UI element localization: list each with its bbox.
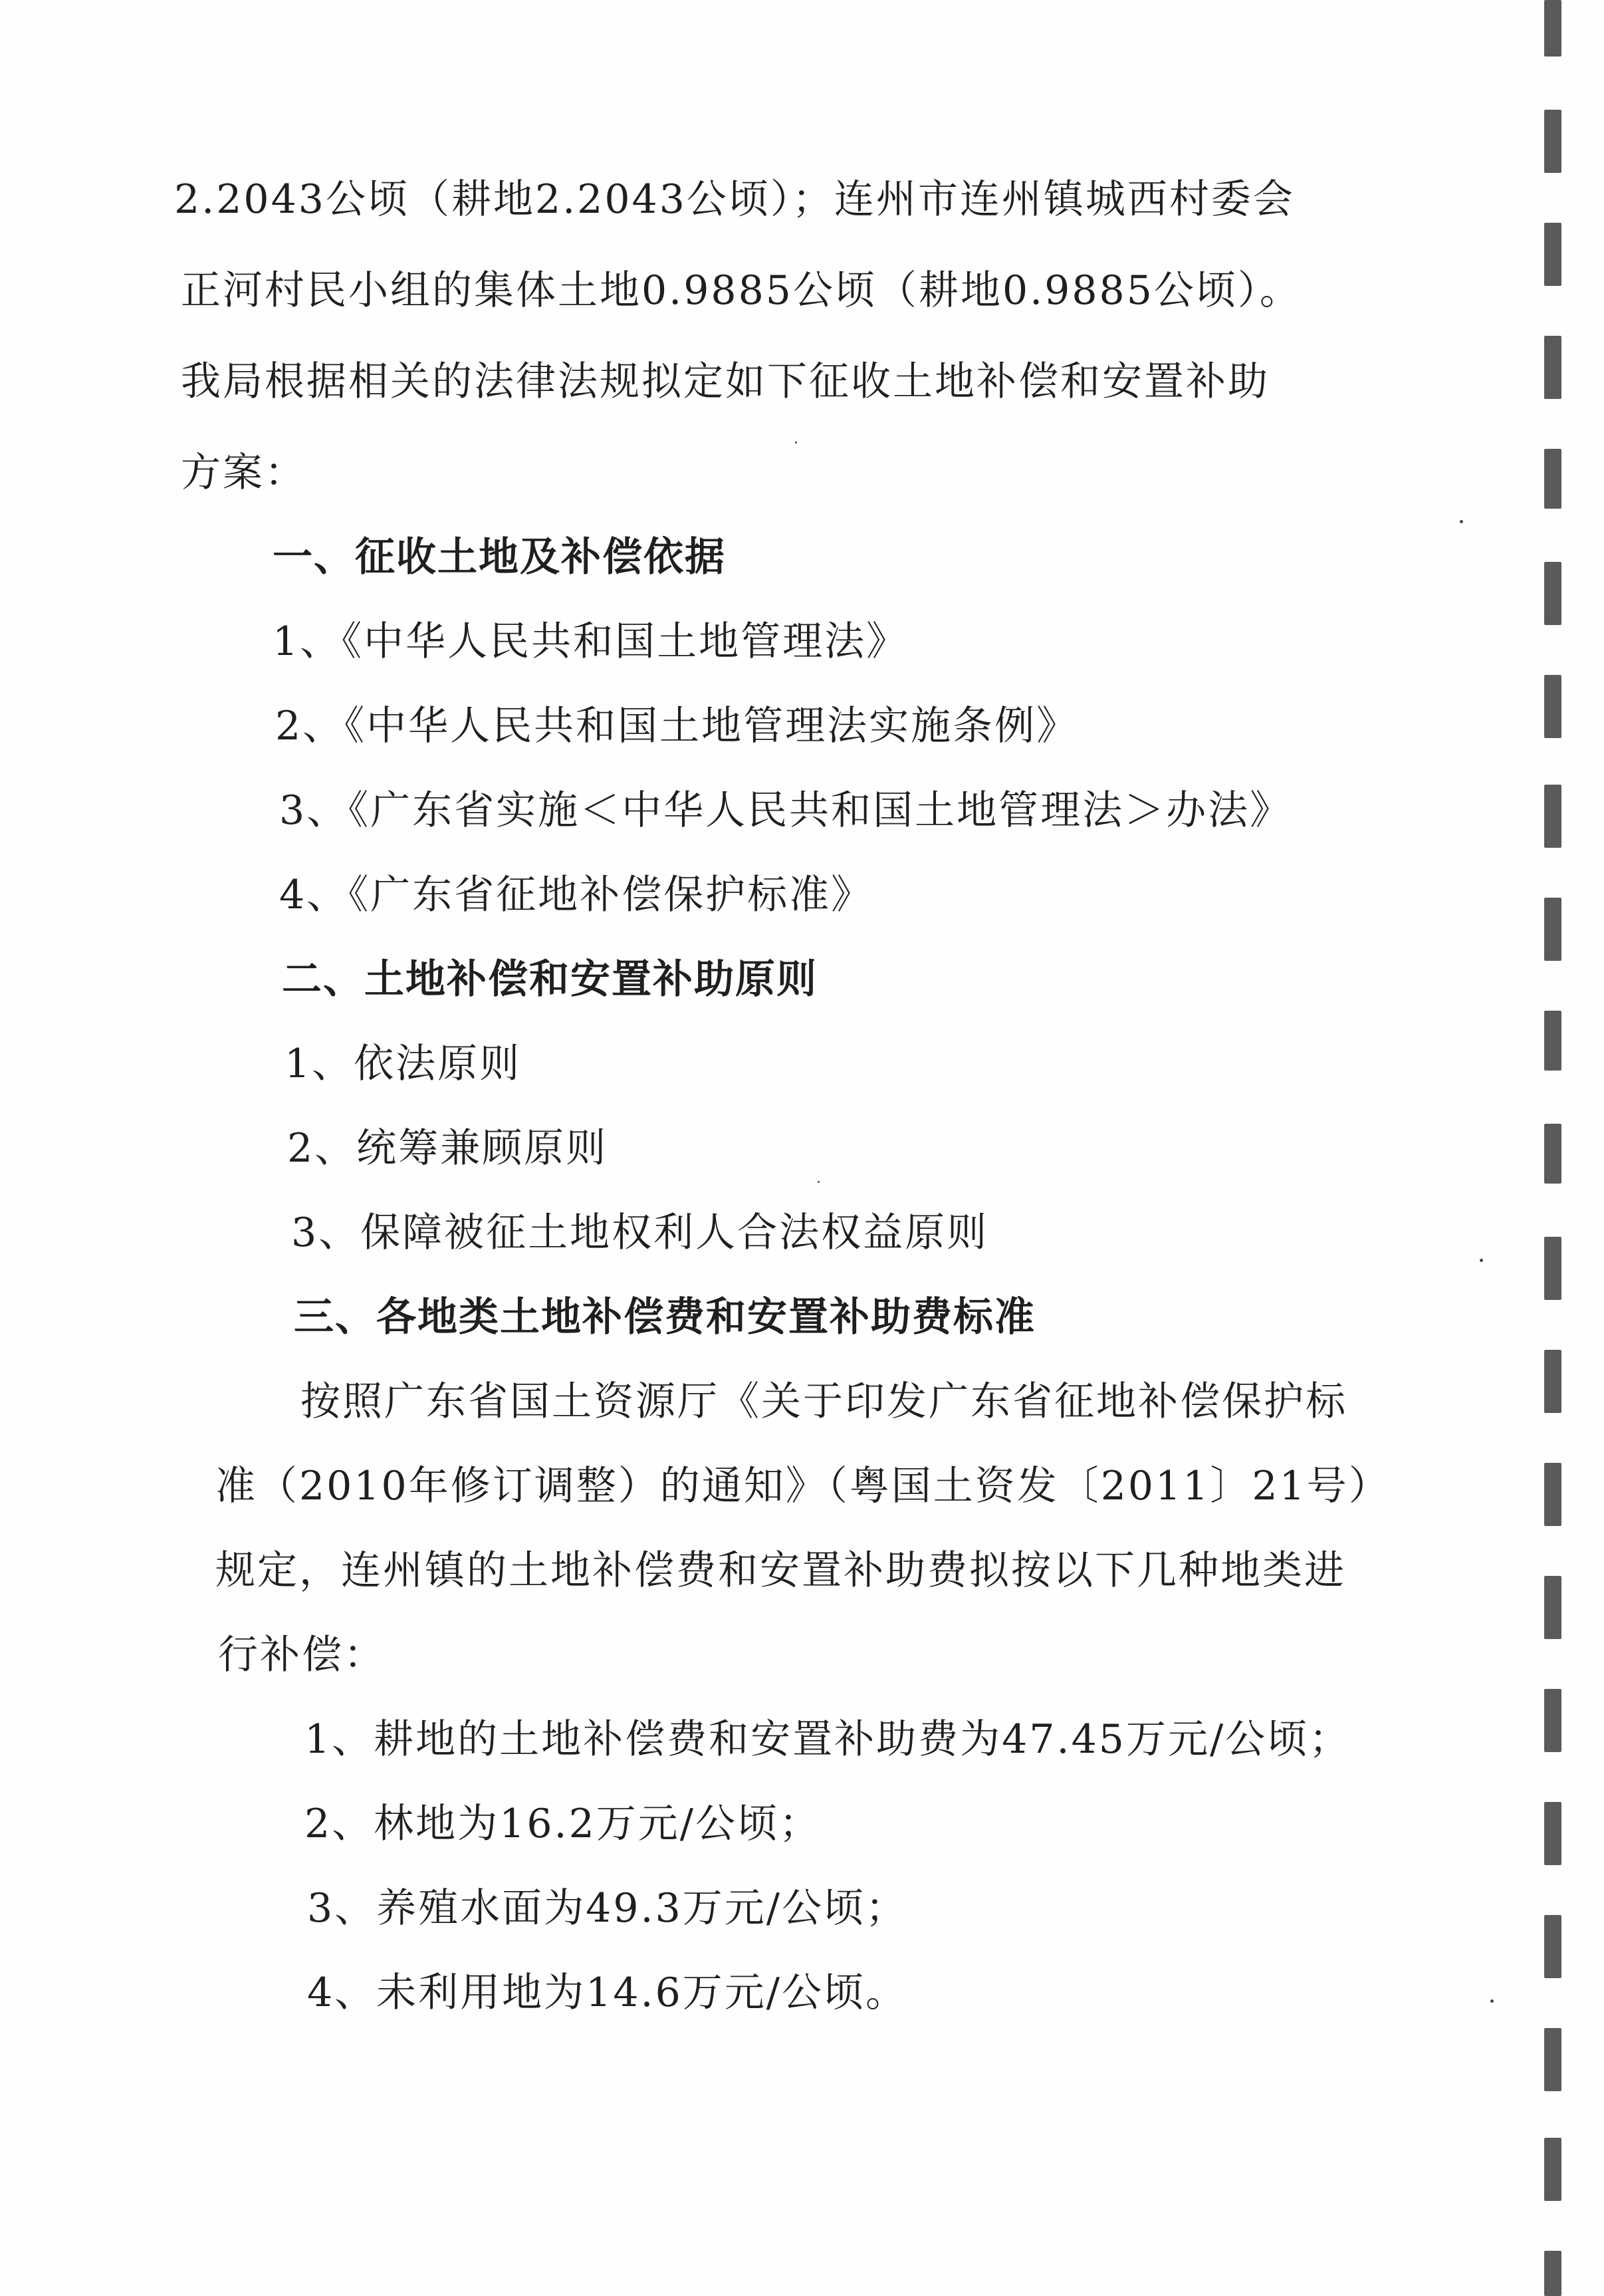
binder-mark	[1544, 898, 1561, 961]
scan-speck	[1480, 1259, 1483, 1262]
binder-mark	[1544, 1011, 1561, 1071]
section-heading-3: 三、各地类土地补偿费和安置补助费标准	[294, 1294, 1036, 1340]
binder-mark	[1544, 0, 1561, 57]
scan-speck	[1490, 1999, 1494, 2003]
binder-mark	[1544, 1124, 1561, 1184]
document-body	[174, 176, 1391, 2016]
binder-mark	[1544, 1802, 1561, 1865]
section-heading-1: 一、征收土地及补偿依据	[273, 534, 726, 580]
rate-item-3: 3、养殖水面为49.3万元/公顷；	[307, 1885, 907, 1932]
paragraph-line-8: 行补偿：	[218, 1632, 386, 1678]
paragraph-line-3: 我局根据相关的法律法规拟定如下征收土地补偿和安置补助	[181, 358, 1270, 405]
paragraph-line-5: 按照广东省国土资源厅《关于印发广东省征地补偿保护标	[300, 1378, 1347, 1425]
paragraph-line-1: 2.2043公顷（耕地2.2043公顷）；连州市连州镇城西村委会	[174, 176, 1295, 223]
binder-mark	[1544, 1237, 1561, 1300]
paragraph-line-2: 正河村民小组的集体土地0.9885公顷（耕地0.9885公顷）。	[181, 267, 1302, 314]
binder-mark	[1544, 1689, 1561, 1752]
binder-mark	[1544, 675, 1561, 738]
binder-mark	[1544, 562, 1561, 625]
binder-mark	[1544, 110, 1561, 173]
binder-mark	[1544, 449, 1561, 509]
list-item-2-2: 2、统筹兼顾原则	[287, 1125, 608, 1172]
binder-mark	[1544, 2138, 1561, 2201]
binder-edge	[1544, 0, 1604, 2296]
binder-mark	[1544, 1350, 1561, 1413]
list-item-1-1: 1、《中华人民共和国土地管理法》	[273, 618, 909, 665]
list-item-2-1: 1、依法原则	[285, 1041, 522, 1087]
list-item-1-4: 4、《广东省征地补偿保护标准》	[279, 872, 873, 918]
paragraph-line-6: 准（2010年修订调整）的通知》（粤国土资发〔2011〕21号）	[215, 1463, 1391, 1509]
binder-mark	[1544, 336, 1561, 399]
list-item-1-3: 3、《广东省实施＜中华人民共和国土地管理法＞办法》	[279, 787, 1292, 834]
list-item-2-3: 3、保障被征土地权利人合法权益原则	[291, 1210, 989, 1256]
binder-mark	[1544, 785, 1561, 848]
binder-mark	[1544, 1463, 1561, 1526]
binder-mark	[1544, 223, 1561, 286]
binder-mark	[1544, 1915, 1561, 1978]
scan-speck	[1460, 520, 1463, 523]
scan-speck	[795, 442, 797, 444]
rate-item-2: 2、林地为16.2万元/公顷；	[304, 1801, 821, 1847]
binder-mark	[1544, 1576, 1561, 1639]
rate-item-4: 4、未利用地为14.6万元/公顷。	[307, 1970, 907, 2016]
paragraph-line-7: 规定，连州镇的土地补偿费和安置补助费拟按以下几种地类进	[215, 1547, 1346, 1594]
rate-item-1: 1、耕地的土地补偿费和安置补助费为47.45万元/公顷；	[304, 1716, 1351, 1763]
binder-mark	[1544, 2251, 1561, 2296]
section-heading-2: 二、土地补偿和安置补助原则	[282, 956, 818, 1003]
binder-mark	[1544, 2028, 1561, 2091]
list-item-1-2: 2、《中华人民共和国土地管理法实施条例》	[275, 703, 1079, 749]
scan-speck	[818, 1181, 820, 1183]
paragraph-line-4: 方案：	[181, 449, 306, 496]
